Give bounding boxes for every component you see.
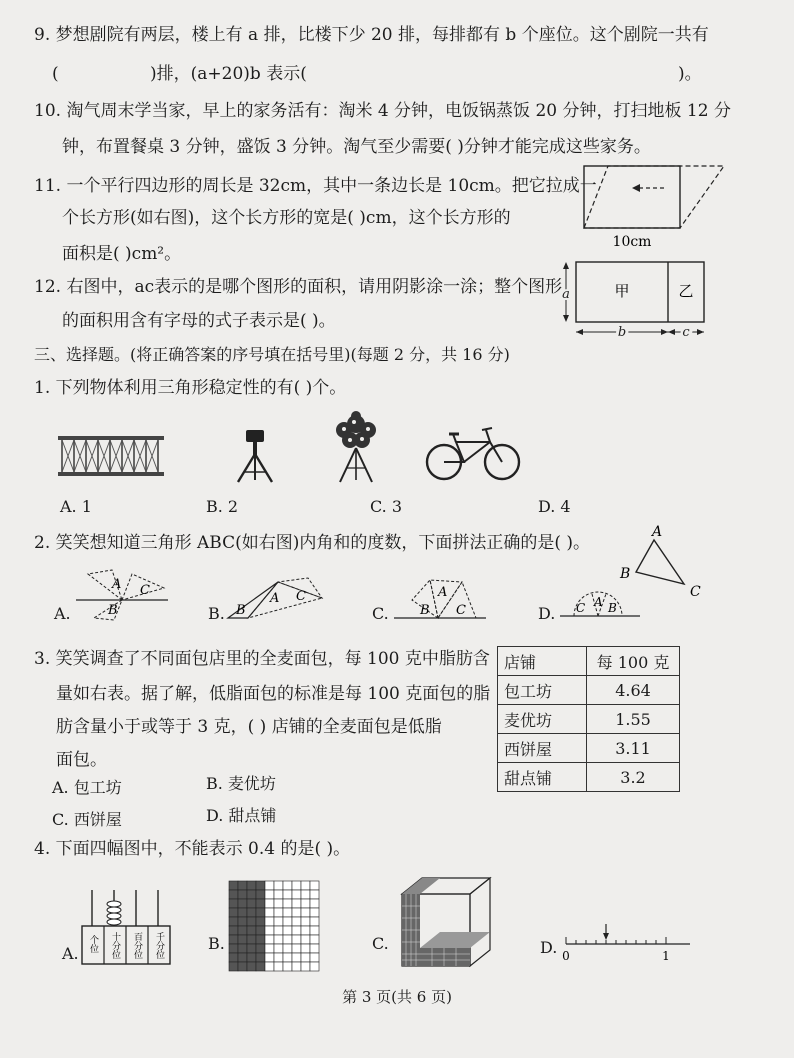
grid-cell	[238, 917, 247, 926]
grid-cell	[265, 908, 274, 917]
table-cell: 包工坊	[498, 676, 587, 705]
grid-cell	[283, 953, 292, 962]
table-header-row	[498, 647, 680, 676]
grid-cell	[310, 944, 319, 953]
q4-numberline-figure	[560, 922, 694, 966]
abacus-col-hundredths: 百分位	[132, 932, 142, 959]
grid-cell	[256, 917, 265, 926]
grid-cell	[238, 908, 247, 917]
abacus-col-thousandths: 千分位	[154, 932, 164, 959]
q2-ref-label-b: B	[620, 566, 631, 582]
q11-figure	[574, 158, 734, 250]
numberline-label-0: 0	[562, 949, 570, 963]
s3-q4-stem: 4. 下面四幅图中，不能表示 0.4 的是( )。	[34, 839, 351, 859]
s3-q3-line3: 肪含量小于或等于 3 克，( ) 店铺的全麦面包是低脂	[56, 717, 442, 737]
grid-cell	[274, 899, 283, 908]
grid-cell	[292, 935, 301, 944]
q2-option-c-figure	[392, 574, 488, 622]
grid-cell	[292, 908, 301, 917]
grid-cell	[301, 908, 310, 917]
abacus-bead	[107, 907, 121, 913]
s3-q2-label-d: D.	[538, 604, 556, 623]
s3-q3-line4: 面包。	[56, 750, 107, 770]
grid-cell	[229, 899, 238, 908]
grid-cell	[283, 899, 292, 908]
q2a-a-label: A	[112, 577, 122, 592]
q11-line2: 个长方形(如右图)，这个长方形的宽是( )cm，这个长方形的	[62, 208, 511, 228]
s3-q2-label-c: C.	[372, 604, 389, 623]
q2d-a-label: A	[594, 595, 603, 609]
q12-line1: 12. 右图中，ac表示的是哪个图形的面积，请用阴影涂一涂；整个图形	[34, 277, 563, 297]
bicycle-image	[424, 422, 522, 482]
grid-cell	[292, 944, 301, 953]
s3-q2-label-a: A.	[54, 604, 71, 623]
grid-cell	[274, 935, 283, 944]
q12-yi-label: 乙	[678, 282, 694, 300]
grid-cell	[238, 935, 247, 944]
grid-cell	[310, 953, 319, 962]
grid-cell	[238, 890, 247, 899]
grid-cell	[301, 926, 310, 935]
s3-q3-line2: 量如右表。据了解，低脂面包的标准是每 100 克面包的脂	[56, 684, 491, 704]
grid-cell	[247, 881, 256, 890]
q10-line2: 钟，布置餐桌 3 分钟，盛饭 3 分钟。淘气至少需要( )分钟才能完成这些家务。	[62, 137, 651, 157]
grid-cell	[265, 953, 274, 962]
grid-cell	[256, 908, 265, 917]
q9-line2-mid: )排，(a+20)b 表示(	[150, 64, 307, 84]
numberline-arrow-head	[603, 933, 609, 940]
grid-cell	[247, 935, 256, 944]
grid-cell	[310, 890, 319, 899]
grid-cell	[274, 926, 283, 935]
grid-cell	[301, 944, 310, 953]
table-cell: 4.64	[587, 676, 680, 705]
abacus-bead	[107, 913, 121, 919]
grid-cell	[229, 926, 238, 935]
grid-cell	[265, 890, 274, 899]
q12-c-label: c	[682, 325, 690, 340]
grid-cell	[283, 926, 292, 935]
s3-q2-stem: 2. 笑笑想知道三角形 ABC(如右图)内角和的度数，下面拼法正确的是( )。	[34, 533, 591, 553]
grid-cell	[292, 953, 301, 962]
grid-cell	[265, 917, 274, 926]
grid-cell	[256, 881, 265, 890]
grid-cell	[265, 935, 274, 944]
grid-cell	[265, 962, 274, 971]
grid-cell	[301, 917, 310, 926]
grid-cell	[256, 890, 265, 899]
grid-cell	[283, 944, 292, 953]
grid-cell	[274, 908, 283, 917]
grid-cell	[229, 962, 238, 971]
q4-cube-figure	[394, 876, 494, 972]
grid-cell	[238, 899, 247, 908]
q11-width-label: 10cm	[612, 234, 652, 250]
grid-cell	[283, 908, 292, 917]
grid-cell	[283, 917, 292, 926]
grid-cell	[310, 926, 319, 935]
q2b-c-label: C	[296, 589, 306, 604]
grid-cell	[247, 962, 256, 971]
grid-cell	[283, 935, 292, 944]
grid-cell	[274, 890, 283, 899]
abacus-col-tenths: 十分位	[110, 932, 120, 959]
q2-ref-label-a: A	[652, 524, 663, 540]
q12-a-label: a	[562, 287, 570, 302]
grid-cell	[229, 881, 238, 890]
q2c-b-label: B	[420, 603, 430, 618]
q9-line2-open: (	[52, 64, 59, 84]
table-header-shop: 店铺	[498, 647, 587, 676]
gate-image	[56, 432, 166, 482]
grid-cell	[310, 935, 319, 944]
s3-q3-option-d: D. 甜点铺	[206, 806, 277, 825]
shop-fat-table	[497, 646, 680, 792]
q10-line1: 10. 淘气周末学当家，早上的家务活有：淘米 4 分钟，电饭锅蒸饭 20 分钟，打扫地板 12 分	[34, 101, 731, 121]
numberline-label-1: 1	[662, 949, 670, 963]
q4-abacus-figure	[80, 886, 176, 968]
q12-jia-label: 甲	[614, 282, 630, 300]
grid-cell	[283, 890, 292, 899]
table-cell: 甜点铺	[498, 763, 587, 792]
grid-cell	[265, 881, 274, 890]
s3-q4-label-a: A.	[62, 944, 79, 963]
grid-cell	[238, 962, 247, 971]
abacus-bead	[107, 901, 121, 907]
s3-q4-label-d: D.	[540, 938, 558, 957]
grid-cell	[283, 962, 292, 971]
s3-q1-stem: 1. 下列物体利用三角形稳定性的有( )个。	[34, 378, 347, 398]
flower-stand-image	[328, 410, 384, 484]
grid-cell	[256, 953, 265, 962]
grid-cell	[265, 899, 274, 908]
grid-cell	[256, 962, 265, 971]
q2-ref-label-c: C	[690, 584, 701, 600]
table-cell: 麦优坊	[498, 705, 587, 734]
grid-cell	[247, 926, 256, 935]
grid-cell	[292, 926, 301, 935]
abacus-col-ones: 个位	[88, 935, 98, 953]
grid-cell	[292, 899, 301, 908]
page-footer: 第 3 页(共 6 页)	[342, 988, 452, 1006]
grid-cell	[256, 926, 265, 935]
s3-q4-label-b: B.	[208, 934, 225, 953]
table-row	[498, 763, 680, 792]
q2-option-b-figure	[226, 576, 328, 620]
q12-line2: 的面积用含有字母的式子表示是( )。	[62, 311, 336, 331]
grid-cell	[301, 881, 310, 890]
s3-q2-label-b: B.	[208, 604, 225, 623]
q2d-c-label: C	[576, 601, 586, 615]
grid-cell	[274, 962, 283, 971]
q9-line1: 9. 梦想剧院有两层，楼上有 a 排，比楼下少 20 排，每排都有 b 个座位。这个剧院一共有	[34, 25, 709, 45]
q11-line1: 11. 一个平行四边形的周长是 32cm，其中一条边长是 10cm。把它拉成一	[34, 176, 597, 196]
q9-line2-close: )。	[678, 64, 702, 84]
grid-cell	[247, 917, 256, 926]
grid-cell	[310, 962, 319, 971]
grid-cell	[247, 899, 256, 908]
grid-cell	[238, 944, 247, 953]
grid-cell	[247, 890, 256, 899]
table-cell: 3.2	[587, 763, 680, 792]
grid-cell	[274, 953, 283, 962]
tripod-image	[230, 428, 280, 484]
q2d-b-label: B	[608, 601, 617, 615]
grid-cell	[229, 908, 238, 917]
q2b-b-label: B	[236, 603, 246, 618]
q12-figure	[556, 258, 712, 342]
q2-option-a-figure	[74, 566, 170, 622]
grid-cell	[247, 908, 256, 917]
table-row	[498, 676, 680, 705]
grid-cell	[301, 890, 310, 899]
s3-q1-option-b: B. 2	[206, 497, 239, 516]
s3-q3-line1: 3. 笑笑调查了不同面包店里的全麦面包，每 100 克中脂肪含	[34, 649, 490, 669]
grid-cell	[229, 890, 238, 899]
grid-cell	[310, 917, 319, 926]
grid-cell	[274, 944, 283, 953]
grid-cell	[229, 944, 238, 953]
abacus-bead	[107, 919, 121, 925]
q2-option-d-figure	[558, 588, 642, 620]
s3-q1-option-a: A. 1	[60, 497, 92, 516]
grid-cell	[238, 926, 247, 935]
grid-cell	[310, 881, 319, 890]
s3-q1-option-d: D. 4	[538, 497, 571, 516]
q2c-a-label: A	[438, 585, 448, 600]
grid-cell	[292, 881, 301, 890]
q12-b-label: b	[617, 325, 627, 340]
grid-cell	[229, 953, 238, 962]
grid-cell	[238, 881, 247, 890]
q2a-b-label: B	[108, 603, 118, 618]
table-header-per100g: 每 100 克	[587, 647, 680, 676]
table-cell: 3.11	[587, 734, 680, 763]
s3-q3-option-a: A. 包工坊	[52, 778, 122, 797]
grid-cell	[229, 917, 238, 926]
grid-cell	[265, 926, 274, 935]
grid-cell	[301, 899, 310, 908]
table-cell: 1.55	[587, 705, 680, 734]
grid-cell	[292, 962, 301, 971]
grid-cell	[274, 917, 283, 926]
grid-cell	[256, 935, 265, 944]
grid-cell	[247, 944, 256, 953]
s3-q3-option-c: C. 西饼屋	[52, 810, 122, 829]
s3-q4-label-c: C.	[372, 934, 389, 953]
grid-cell	[283, 881, 292, 890]
q2c-c-label: C	[456, 603, 466, 618]
grid-cell	[301, 962, 310, 971]
grid-cell	[274, 881, 283, 890]
grid-cell	[256, 944, 265, 953]
table-row	[498, 734, 680, 763]
grid-cell	[301, 953, 310, 962]
q2a-c-label: C	[140, 583, 150, 598]
q11-line3: 面积是( )cm²。	[62, 244, 182, 264]
grid-cell	[301, 935, 310, 944]
s3-q1-option-c: C. 3	[370, 497, 403, 516]
grid-cell	[292, 917, 301, 926]
table-row	[498, 705, 680, 734]
section3-heading: 三、选择题。(将正确答案的序号填在括号里)(每题 2 分，共 16 分)	[34, 345, 510, 364]
grid-cell	[238, 953, 247, 962]
grid-cell	[229, 935, 238, 944]
grid-cell	[265, 944, 274, 953]
q2b-a-label: A	[270, 591, 280, 606]
table-cell: 西饼屋	[498, 734, 587, 763]
q4-grid-figure	[228, 880, 320, 972]
grid-cell	[292, 890, 301, 899]
grid-cell	[310, 899, 319, 908]
grid-cell	[247, 953, 256, 962]
s3-q3-option-b: B. 麦优坊	[206, 774, 276, 793]
grid-cell	[310, 908, 319, 917]
grid-cell	[256, 899, 265, 908]
